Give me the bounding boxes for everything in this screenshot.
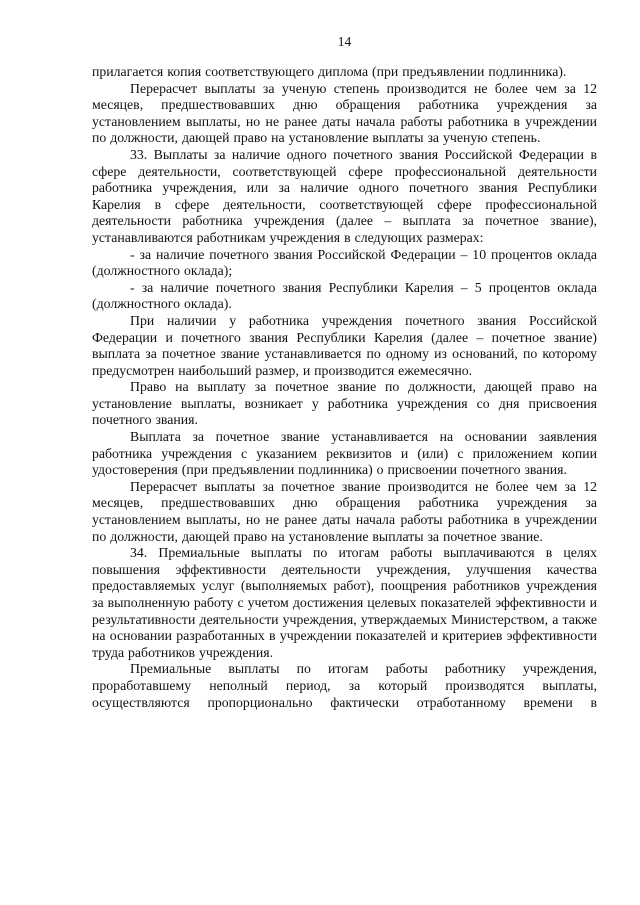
paragraph: - за наличие почетного звания Республики Карелия – 5 процентов оклада (должностного оклада). [92, 279, 597, 312]
paragraph: 33. Выплаты за наличие одного почетного звания Российской Федерации в сфере деятельности, соответствующей сфере профессиональной деятельности работника учреждения, или за наличие одного почетного звания Республики Карелия в сфере деятельности, соответствующей сфере профессиональной деятельности работника учреждения (далее – выплата за почетное звание), устанавливаются работникам учреждения в следующих размерах: [92, 146, 597, 245]
paragraph: Перерасчет выплаты за почетное звание производится не более чем за 12 месяцев, предшествовавших дню обращения работника учреждения за установлением выплаты, но не ранее даты начала работы работника в учреждении по должности, дающей право на установление выплаты за почетное звание. [92, 478, 597, 544]
paragraph: Премиальные выплаты по итогам работы работнику учреждения, проработавшему неполный период, за который производятся выплаты, осуществляются пропорционально фактически отработанному времени в [92, 661, 597, 710]
paragraph: Выплата за почетное звание устанавливается на основании заявления работника учреждения с указанием реквизитов и (или) с приложением копии удостоверения (при предъявлении подлинника) о присвоении почетного звания. [92, 429, 597, 478]
paragraph: - за наличие почетного звания Российской Федерации – 10 процентов оклада (должностного оклада); [92, 246, 597, 279]
paragraph: Право на выплату за почетное звание по должности, дающей право на установление выплаты, возникает у работника учреждения со дня присвоения почетного звания. [92, 379, 597, 428]
page-number: 14 [337, 34, 352, 49]
document-page [92, 34, 597, 711]
document-body [92, 64, 597, 711]
paragraph: При наличии у работника учреждения почетного звания Российской Федерации и почетного звания Республики Карелия (далее – почетное звание) выплата за почетное звание устанавливается по одному из оснований, по которому предусмотрен наибольший размер, и производится ежемесячно. [92, 312, 597, 378]
paragraph: 34. Премиальные выплаты по итогам работы выплачиваются в целях повышения эффективности деятельности учреждения, улучшения качества предоставляемых услуг (выполняемых работ), поощрения работников учреждения за выполненную работу с учетом достижения целевых показателей эффективности и результативности деятельности учреждения, утверждаемых Министерством, а также на основании разработанных в учреждении показателей и критериев эффективности труда работников учреждения. [92, 545, 597, 660]
paragraph: прилагается копия соответствующего диплома (при предъявлении подлинника). [92, 64, 567, 79]
paragraph: Перерасчет выплаты за ученую степень производится не более чем за 12 месяцев, предшествовавших дню обращения работника учреждения за установлением выплаты, но не ранее даты начала работы работника в учреждении по должности, дающей право на установление выплаты за ученую степень. [92, 80, 597, 146]
